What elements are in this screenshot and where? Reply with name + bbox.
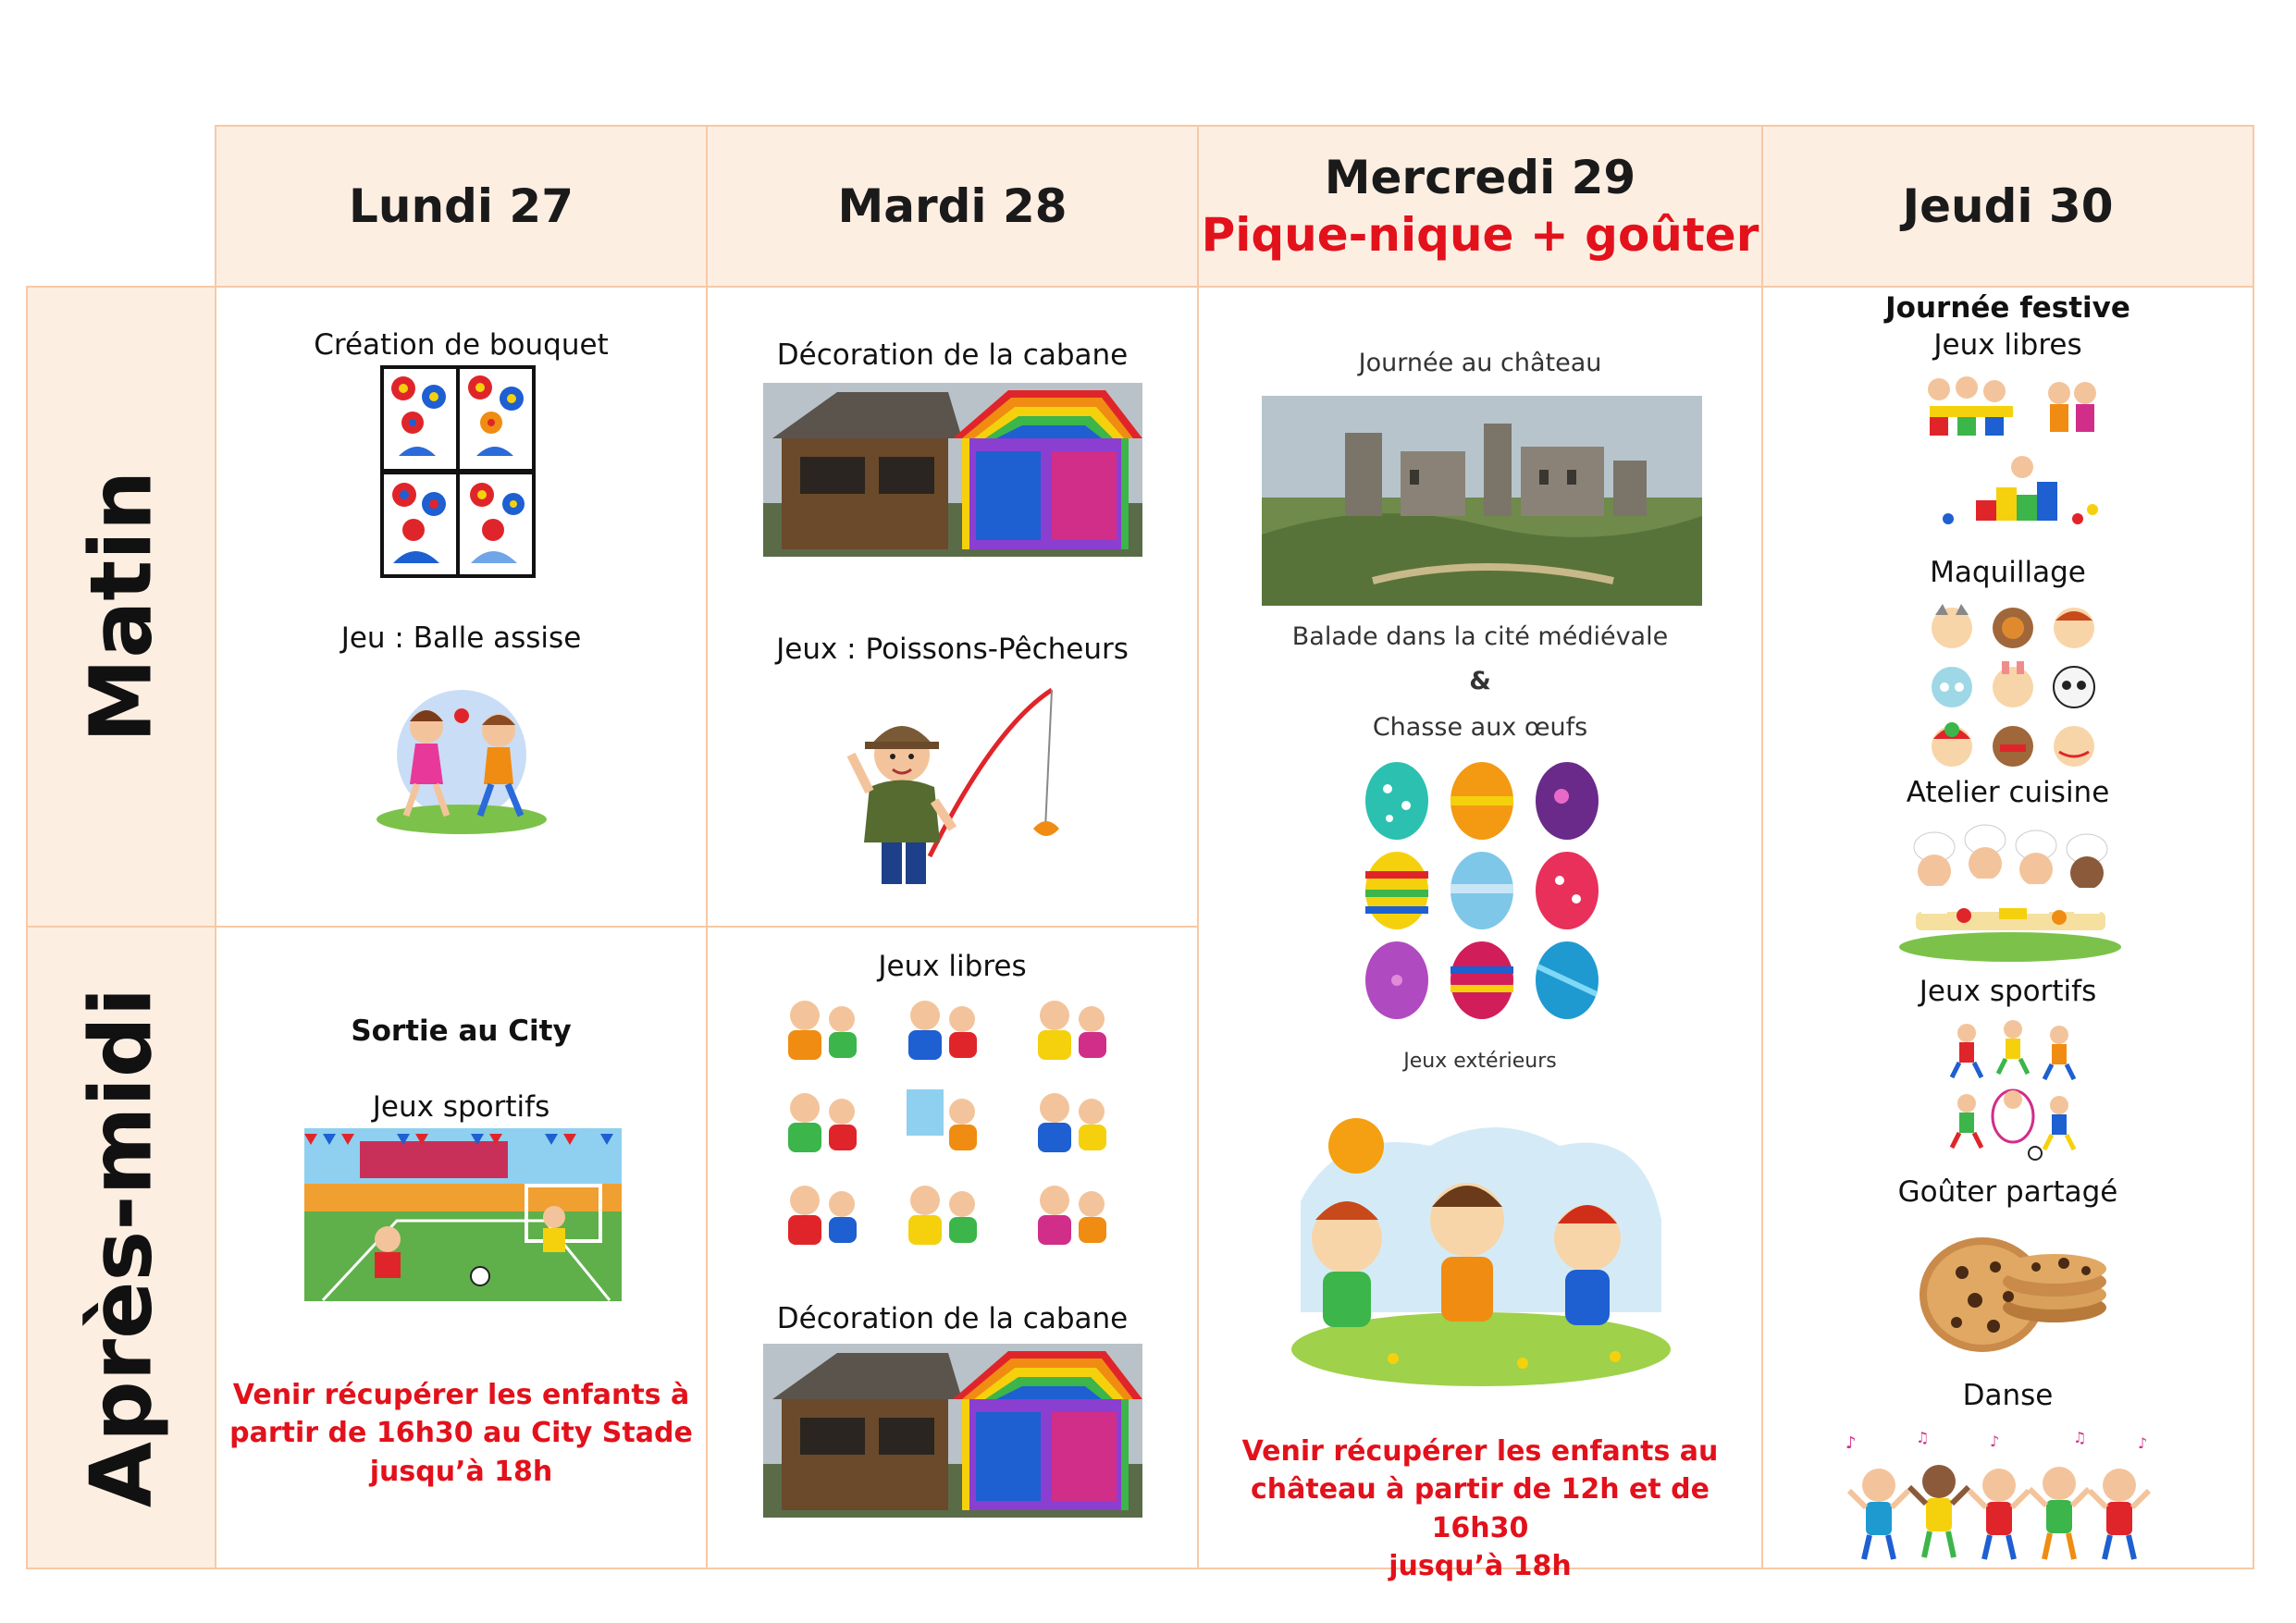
activity-label: Décoration de la cabane xyxy=(776,1302,1129,1335)
cabin-image xyxy=(763,383,1142,557)
pickup-notice-line: jusqu’à 18h xyxy=(1389,1550,1572,1583)
castle-day-label: Journée au château xyxy=(1358,349,1602,377)
period-label-afternoon: Après-midi xyxy=(71,987,171,1508)
activity-label: Jeux sportifs xyxy=(372,1090,550,1124)
sports-image xyxy=(1939,1018,2087,1175)
header-wednesday xyxy=(1197,125,1763,288)
activity-label: Création de bouquet xyxy=(314,328,609,362)
cell-monday-morning xyxy=(215,286,708,928)
cell-tuesday-afternoon xyxy=(706,926,1199,1569)
ampersand: & xyxy=(1469,667,1491,695)
face-painting-image xyxy=(1920,602,2105,778)
pickup-notice-line: partir de 16h30 au City Stade xyxy=(229,1417,693,1450)
svg-text:♪: ♪ xyxy=(2138,1434,2148,1452)
period-label-morning: Matin xyxy=(71,470,171,744)
festive-day-title: Journée festive xyxy=(1885,291,2130,325)
activity-label: Décoration de la cabane xyxy=(776,338,1129,372)
outdoor-games-label: Jeux extérieurs xyxy=(1403,1050,1557,1073)
cell-wednesday xyxy=(1197,286,1763,1583)
castle-image xyxy=(1262,396,1702,606)
pickup-notice xyxy=(216,1376,706,1491)
cooking-workshop-image xyxy=(1897,819,2124,963)
period-morning xyxy=(26,286,216,928)
activity-title: Sortie au City xyxy=(351,1014,572,1048)
svg-text:♪: ♪ xyxy=(1845,1433,1857,1453)
day-title-wednesday: Mercredi 29 xyxy=(1324,150,1636,204)
pickup-notice-line: château à partir de 12h et de 16h30 xyxy=(1251,1473,1710,1544)
pickup-notice-line: Venir récupérer les enfants au xyxy=(1241,1435,1719,1468)
header-tuesday xyxy=(706,125,1199,288)
easter-eggs-image xyxy=(1356,759,1608,1027)
day-title-thursday: Jeudi 30 xyxy=(1902,178,2114,233)
activity-label: Jeux : Poissons-Pêcheurs xyxy=(776,633,1129,666)
cell-monday-afternoon xyxy=(215,926,708,1569)
egg-hunt-label: Chasse aux œufs xyxy=(1372,713,1588,742)
activity-label: Jeu : Balle assise xyxy=(340,621,582,655)
city-stadium-image xyxy=(304,1128,622,1301)
free-play-image xyxy=(1920,371,2105,537)
pickup-notice-line: jusqu’à 18h xyxy=(369,1455,553,1488)
svg-text:♪: ♪ xyxy=(1990,1432,2000,1450)
dance-image xyxy=(1842,1430,2156,1564)
day-title-tuesday: Mardi 28 xyxy=(837,178,1068,233)
pickup-notice xyxy=(1199,1432,1761,1586)
activity-label: Maquillage xyxy=(1930,556,2086,589)
header-monday xyxy=(215,125,708,288)
free-play-image xyxy=(768,988,1138,1260)
activity-label: Jeux sportifs xyxy=(1919,975,2097,1008)
ball-game-image xyxy=(369,681,554,838)
cell-thursday xyxy=(1761,286,2254,1569)
fisherman-image xyxy=(837,671,1059,893)
walk-label: Balade dans la cité médiévale xyxy=(1291,622,1669,651)
cookies-image xyxy=(1916,1236,2110,1356)
cabin-image xyxy=(763,1344,1142,1518)
activity-label: Jeux libres xyxy=(878,950,1027,983)
activity-label: Goûter partagé xyxy=(1897,1175,2118,1209)
header-thursday xyxy=(1761,125,2254,288)
day-title-monday: Lundi 27 xyxy=(349,178,574,233)
activity-label: Danse xyxy=(1962,1379,2054,1412)
activity-label: Jeux libres xyxy=(1933,328,2082,362)
svg-text:♫: ♫ xyxy=(1916,1430,1930,1446)
day-subtitle-wednesday: Pique-nique + goûter xyxy=(1201,208,1759,262)
bouquet-image xyxy=(380,365,536,578)
cell-tuesday-morning xyxy=(706,286,1199,928)
pickup-notice-line: Venir récupérer les enfants à xyxy=(232,1379,690,1411)
period-afternoon xyxy=(26,926,216,1569)
outdoor-play-image xyxy=(1282,1090,1680,1386)
svg-text:♫: ♫ xyxy=(2073,1430,2087,1446)
activity-label: Atelier cuisine xyxy=(1906,776,2110,809)
